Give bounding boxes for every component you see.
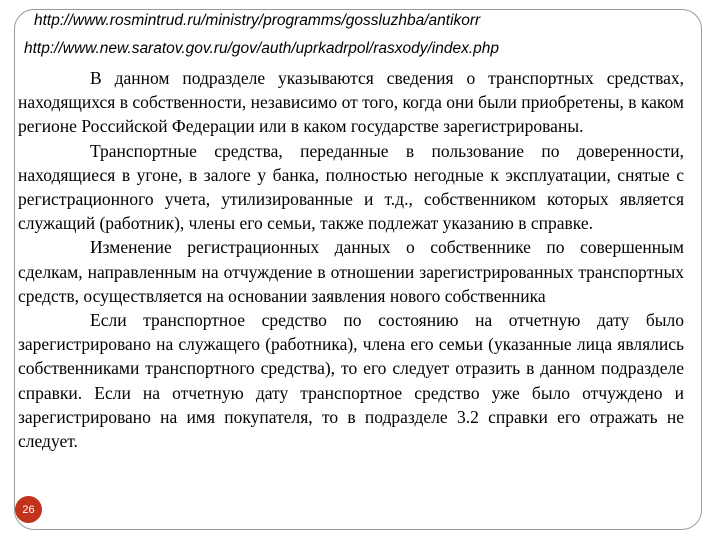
slide-body-text [18, 66, 684, 453]
paragraph-registration-change: Изменение регистрационных данных о собственнике по совершенным сделкам, направленным на отчуждение в отношении зарегистрированных транспортных средств, осуществляется на основании заявления нового собственника [18, 237, 684, 306]
page-number-badge: 26 [15, 496, 42, 523]
paragraph-reporting-date: Если транспортное средство по состоянию на отчетную дату было зарегистрировано на служащего (работника), члена его семьи (указанные лица являлись собственниками транспортного средства), то его следует отразить в данном подразделе справки. Если на отчетную дату транспортное средство уже было отчуждено и зарегистрировано на имя покупателя, то в подразделе 3.2 справки его отражать не следует. [18, 310, 684, 452]
source-link-rosmintrud[interactable]: http://www.rosmintrud.ru/ministry/programms/gossluzhba/antikorr [34, 12, 481, 29]
paragraph-transferred-vehicles: Транспортные средства, переданные в пользование по доверенности, находящиеся в угоне, в залоге у банка, полностью негодные к эксплуатации, снятые с регистрационного учета, утилизированные и т.д., собственником которых является служащий (работник), члены его семьи, также подлежат указанию в справке. [18, 140, 684, 234]
source-link-saratov[interactable]: http://www.new.saratov.gov.ru/gov/auth/uprkadrpol/rasxody/index.php [24, 40, 500, 57]
paragraph-ownership: В данном подразделе указываются сведения о транспортных средствах, находящихся в собственности, независимо от того, когда они были приобретены, в каком регионе Российской Федерации или в каком государстве зарегистрированы. [18, 68, 684, 137]
